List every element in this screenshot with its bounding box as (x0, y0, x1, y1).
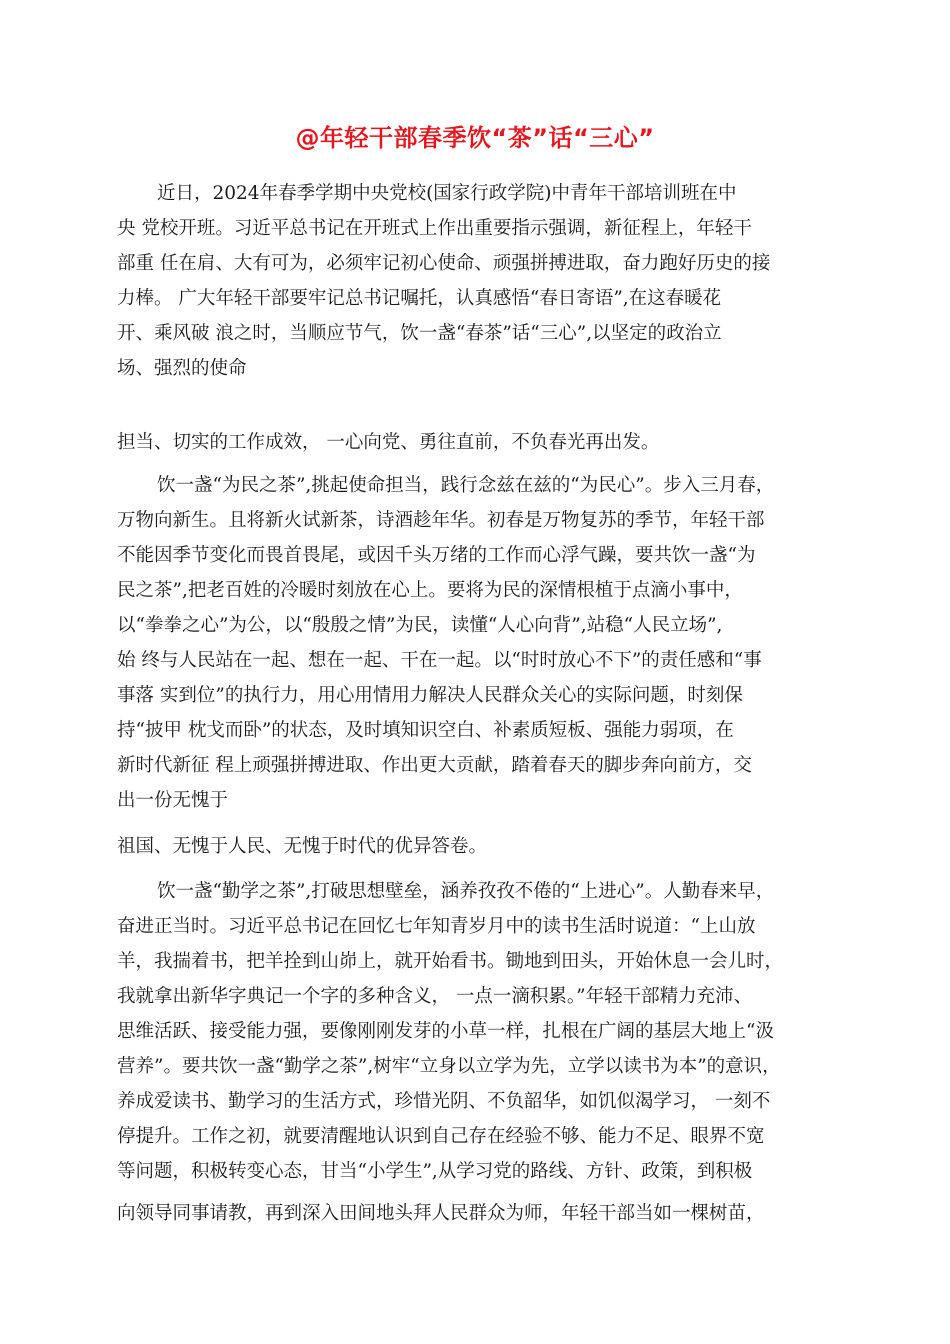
paragraph-line: 万物向新生。且将新火试新茶，诗酒趁年华。初春是万物复苏的季节，年轻干部 (117, 510, 765, 531)
paragraph-line: 以“拳拳之心”为公，以“殷殷之情”为民，读懂“人心向背”,站稳“人民立场”, (117, 615, 723, 636)
paragraph-line: 向领导同事请教，再到深入田间地头拜人民群众为师，年轻干部当如一棵树苗， (117, 1203, 765, 1224)
paragraph-line: 思维活跃、接受能力强，要像刚刚发芽的小草一样，扎根在广阔的基层大地上“汲 (117, 1021, 774, 1042)
paragraph-line: 持“披甲 枕戈而卧”的状态，及时填知识空白、补素质短板、强能力弱项，在 (117, 720, 734, 741)
paragraph-line: 营养”。要共饮一盏“勤学之茶”,树牢“立身以立学为先，立学以读书为本”的意识， (117, 1056, 781, 1077)
paragraph-line: 饮一盏“勤学之茶”,打破思想壁垒，涵养孜孜不倦的“上进心”。人勤春来早， (157, 881, 775, 902)
document-title: @年轻干部春季饮“茶”话“三心” (295, 124, 655, 152)
paragraph-line: 我就拿出新华字典记一个字的多种含义， 一点一滴积累。”年轻干部精力充沛、 (117, 986, 753, 1007)
paragraph-line: 力棒。 广大年轻干部要牢记总书记嘱托，认真感悟“春日寄语”,在这春暖花 (117, 288, 722, 309)
paragraph-line: 停提升。工作之初，就要清醒地认识到自己存在经验不够、能力不足、眼界不宽 (117, 1126, 765, 1147)
paragraph-line: 事落 实到位”的执行力，用心用情用力解决人民群众关心的实际问题，时刻保 (117, 685, 743, 706)
paragraph-line: 新时代新征 程上顽强拼搏进取、作出更大贡献，踏着春天的脚步奔向前方，交 (117, 755, 752, 776)
paragraph-line: 祖国、无愧于人民、无愧于时代的优异答卷。 (117, 836, 488, 857)
paragraph-line: 不能因季节变化而畏首畏尾，或因千头万绪的工作而心浮气躁，要共饮一盏“为 (117, 545, 756, 566)
paragraph-line: 民之茶”,把老百姓的冷暖时刻放在心上。要将为民的深情根植于点滴小事中， (117, 580, 743, 601)
paragraph-line: 等问题，积极转变心态，甘当“小学生”,从学习党的路线、方针、政策，到积极 (117, 1161, 753, 1182)
paragraph-line: 养成爱读书、勤学习的生活方式，珍惜光阴、不负韶华，如饥似渴学习， 一刻不 (117, 1091, 771, 1112)
paragraph-line: 出一份无愧于 (117, 790, 229, 811)
paragraph-line: 担当、切实的工作成效， 一心向党、勇往直前，不负春光再出发。 (117, 432, 660, 453)
paragraph-line: 饮一盏“为民之茶”,挑起使命担当，践行念兹在兹的“为民心”。步入三月春， (157, 475, 775, 496)
paragraph-line: 场、强烈的使命 (117, 358, 247, 379)
paragraph-line: 央 党校开班。习近平总书记在开班式上作出重要指示强调，新征程上，年轻干 (117, 218, 752, 239)
paragraph-line: 始 终与人民站在一起、想在一起、干在一起。以“时时放心不下”的责任感和“事 (117, 650, 762, 671)
paragraph-line: 奋进正当时。习近平总书记在回忆七年知青岁月中的读书生活时说道：“上山放 (117, 916, 756, 937)
paragraph-line: 羊，我揣着书，把羊拴到山峁上，就开始看书。锄地到田头，开始休息一会儿时， (117, 951, 784, 972)
paragraph-line: 部重 任在肩、大有可为，必须牢记初心使命、顽强拼搏进取，奋力跑好历史的接 (117, 253, 771, 274)
paragraph-line: 近日，2024年春季学期中央党校(国家行政学院)中青年干部培训班在中 (157, 183, 737, 204)
paragraph-line: 开、乘风破 浪之时，当顺应节气，饮一盏“春茶”话“三心”,以坚定的政治立 (117, 323, 722, 344)
